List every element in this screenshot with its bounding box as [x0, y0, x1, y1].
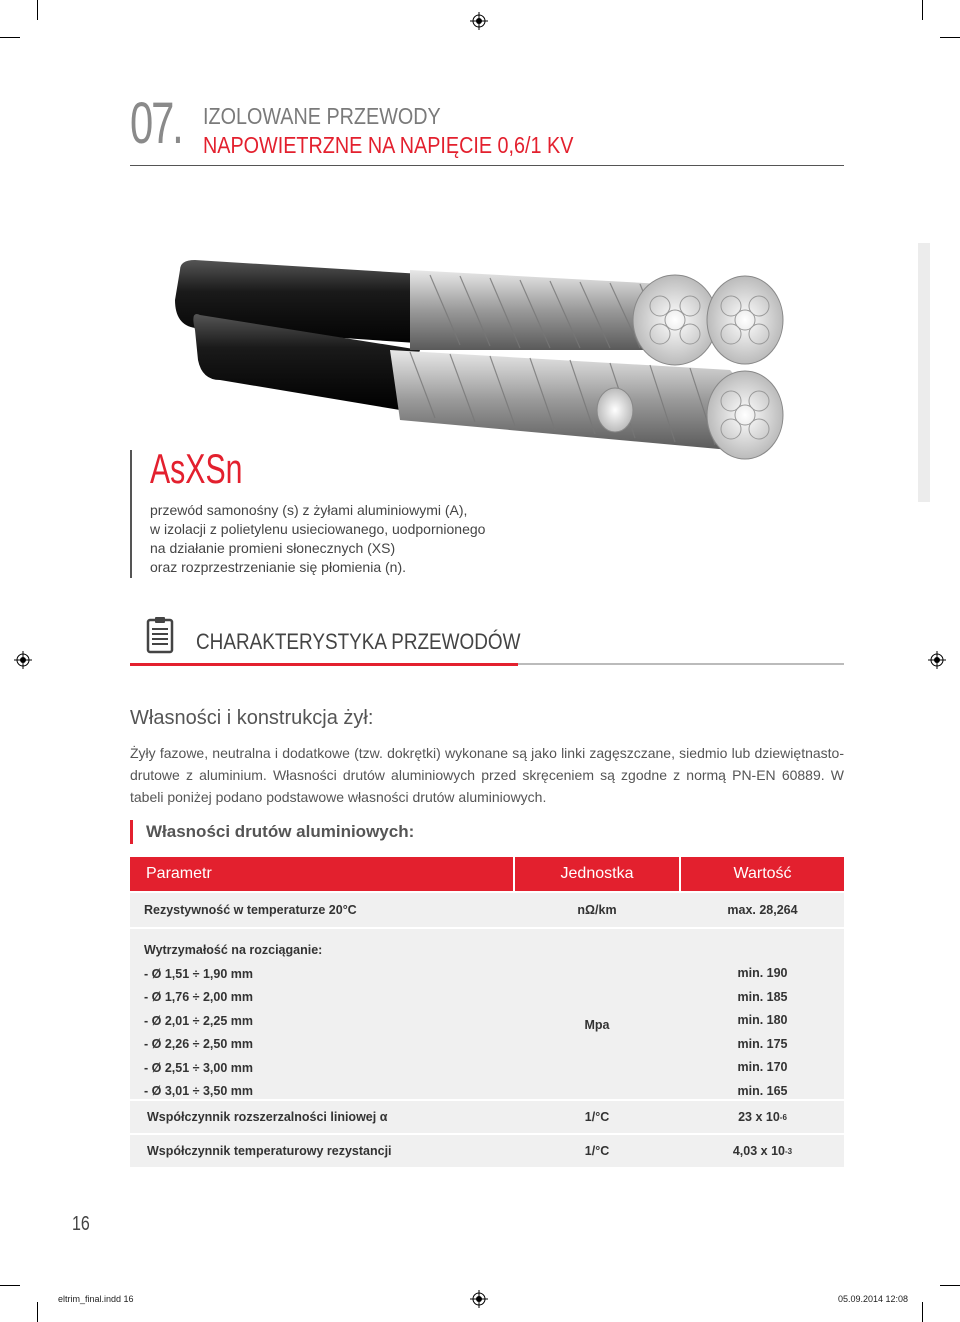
table-header	[130, 857, 844, 891]
row-value	[681, 1135, 844, 1167]
crop-mark	[37, 1302, 38, 1322]
description-line: przewód samonośny (s) z żyłami aluminiowymi (A),	[150, 502, 468, 518]
row-param-item: - Ø 1,76 ÷ 2,00 mm	[144, 990, 253, 1004]
body-paragraph: Żyły fazowe, neutralna i dodatkowe (tzw. dokrętki) wykonane są jako linki zagęszczane, siedmio lub dziewiętnasto-drutowe z aluminium. Własności drutów aluminiowych przed skręceniem są zgodne z normą PN-EN 60889. W tabeli poniżej podano podstawowe własności drutów aluminiowych.	[130, 745, 844, 805]
subsection-title: Własności i konstrukcja żył:	[130, 707, 374, 729]
value-exponent: -3	[785, 1146, 793, 1156]
row-param: Współczynnik rozszerzalności liniowej α	[147, 1110, 388, 1124]
header-value: Wartość	[681, 857, 844, 891]
slug-filename: eltrim_final.indd 16	[58, 1294, 134, 1304]
crop-mark	[0, 1285, 20, 1286]
row-value	[681, 1101, 844, 1133]
row-value-item: min. 165	[737, 1083, 788, 1098]
crop-mark	[0, 37, 20, 38]
chapter-title-line1: IZOLOWANE PRZEWODY	[203, 103, 441, 129]
row-unit: 1/°C	[584, 1144, 610, 1158]
side-tab-strip	[918, 243, 930, 502]
crop-mark	[940, 1285, 960, 1286]
row-param-item: - Ø 3,01 ÷ 3,50 mm	[144, 1084, 253, 1098]
row-param-item: - Ø 1,51 ÷ 1,90 mm	[144, 966, 253, 981]
row-param: Współczynnik temperaturowy rezystancji	[147, 1144, 392, 1158]
crop-mark	[37, 0, 38, 20]
row-param-item: - Ø 2,01 ÷ 2,25 mm	[144, 1013, 253, 1028]
section-divider-accent	[130, 663, 518, 666]
crop-mark	[922, 0, 923, 20]
value-exponent: -6	[779, 1112, 787, 1122]
table-row	[130, 929, 844, 1099]
value-base: 23 x 10	[738, 1110, 780, 1124]
registration-mark-icon	[470, 12, 488, 30]
description-line: na działanie promieni słonecznych (XS)	[150, 540, 396, 556]
value-base: 4,03 x 10	[732, 1144, 785, 1158]
properties-table	[130, 857, 844, 1167]
table-title-accent	[130, 820, 133, 844]
crop-mark	[940, 37, 960, 38]
chapter-number: 07.	[130, 91, 182, 156]
table-row	[130, 1101, 844, 1133]
table-title: Własności drutów aluminiowych:	[146, 822, 415, 841]
registration-mark-icon	[928, 651, 946, 669]
row-param-item: - Ø 2,51 ÷ 3,00 mm	[144, 1060, 253, 1075]
row-value-item: min. 180	[737, 1013, 788, 1027]
header-parameter: Parametr	[130, 857, 513, 891]
crop-mark	[922, 1302, 923, 1322]
row-value: max. 28,264	[727, 903, 798, 917]
description-line: oraz rozprzestrzenianie się płomienia (n).	[150, 559, 406, 575]
row-unit: 1/°C	[584, 1110, 610, 1124]
table-row	[130, 1135, 844, 1167]
product-description	[150, 501, 485, 577]
clipboard-icon	[146, 616, 174, 654]
header-divider	[130, 165, 844, 166]
description-line: w izolacji z polietylenu usieciowanego, uodpornionego	[150, 521, 486, 537]
row-value-item: min. 170	[737, 1060, 788, 1074]
row-value-item: min. 185	[737, 989, 788, 1004]
section-title: CHARAKTERYSTYKA PRZEWODÓW	[196, 629, 521, 654]
registration-mark-icon	[14, 651, 32, 669]
product-accent-bar	[130, 450, 132, 578]
chapter-title-line2: NAPOWIETRZNE NA NAPIĘCIE 0,6/1 KV	[203, 132, 574, 158]
registration-mark-icon	[470, 1290, 488, 1308]
row-param: Rezystywność w temperaturze 20°C	[144, 903, 357, 917]
table-row	[130, 893, 844, 927]
row-param-title: Wytrzymałość na rozciąganie:	[144, 943, 323, 957]
row-value-item: min. 175	[737, 1036, 788, 1051]
row-unit: nΩ/km	[577, 903, 617, 917]
product-name: AsXSn	[150, 445, 243, 492]
slug-date: 05.09.2014 12:08	[838, 1294, 909, 1304]
header-unit: Jednostka	[515, 857, 679, 891]
row-value-item: min. 190	[737, 966, 788, 980]
cable-product-image	[160, 240, 810, 480]
row-param-group	[130, 929, 513, 1099]
row-value-group	[681, 929, 844, 1099]
row-unit: Mpa	[584, 1018, 610, 1032]
row-param-item: - Ø 2,26 ÷ 2,50 mm	[144, 1037, 253, 1051]
page-number: 16	[72, 1213, 90, 1235]
